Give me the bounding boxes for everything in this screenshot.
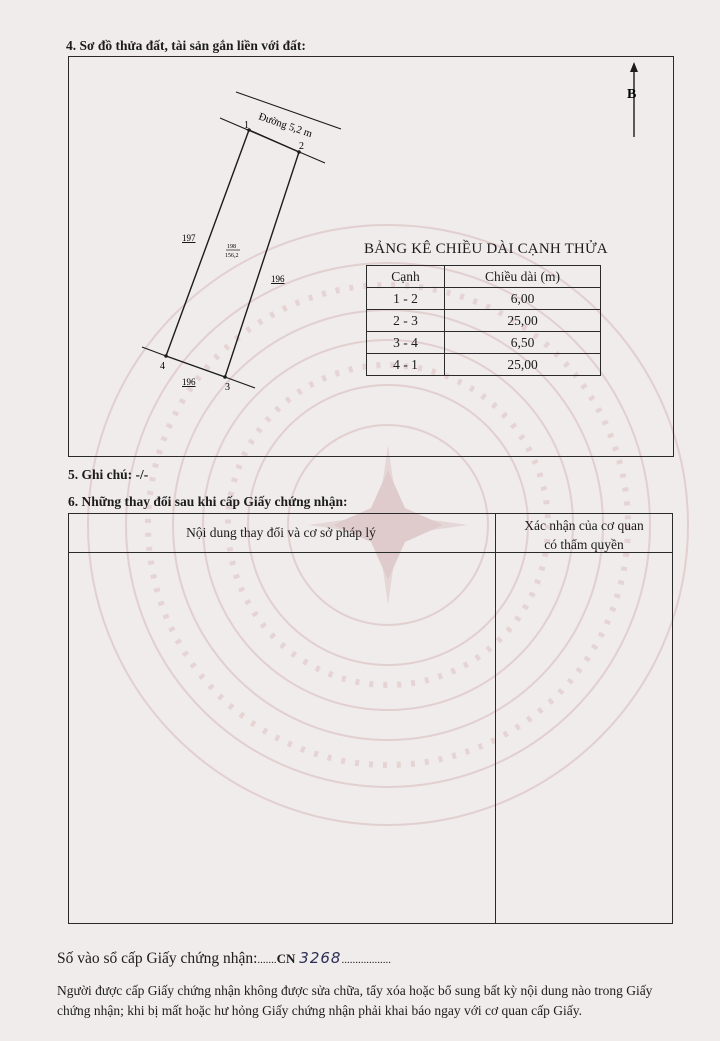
changes-table <box>68 513 673 924</box>
parcel-area: 156,2 <box>225 253 239 259</box>
table-cell-edge: 2 - 3 <box>367 310 445 332</box>
section-4-title: 4. Sơ đồ thửa đất, tài sản gắn liền với đất: <box>66 38 306 53</box>
registry-prefix: CN <box>276 951 296 966</box>
table-header-row <box>367 266 601 288</box>
footer-note: Người được cấp Giấy chứng nhận không được sửa chữa, tẩy xóa hoặc bổ sung bất kỳ nội dung nào trong Giấy chứng nhận; khi bị mất hoặc hư hỏng Giấy chứng nhận phải khai báo ngay với cơ quan cấp Giấy. <box>57 983 653 1018</box>
table-header-edge: Cạnh <box>367 266 445 288</box>
table-cell-edge: 1 - 2 <box>367 288 445 310</box>
edge-length-table <box>366 265 601 376</box>
section-5-title: 5. Ghi chú: -/- <box>68 467 149 482</box>
table-row <box>367 310 601 332</box>
boundary-extension-left <box>142 347 166 356</box>
table-cell-length: 6,50 <box>445 332 601 354</box>
section-6-title: 6. Những thay đổi sau khi cấp Giấy chứng nhận: <box>68 494 348 509</box>
parcel-number: 198 <box>227 244 236 250</box>
table-cell-length: 6,00 <box>445 288 601 310</box>
registry-number-line <box>57 949 391 968</box>
table-row <box>367 354 601 376</box>
edge-table-title: BẢNG KÊ CHIỀU DÀI CẠNH THỬA <box>364 241 608 257</box>
changes-table-divider-vertical <box>495 514 496 923</box>
table-cell-length: 25,00 <box>445 354 601 376</box>
table-header-length: Chiều dài (m) <box>445 266 601 288</box>
registry-dots-after: .................. <box>341 954 391 966</box>
vertex-label-4: 4 <box>160 361 165 372</box>
table-cell-edge: 4 - 1 <box>367 354 445 376</box>
north-label: B <box>627 87 637 102</box>
road-label: Đường 5,2 m <box>257 111 314 141</box>
neighbor-label-right: 196 <box>271 274 285 284</box>
table-cell-edge: 3 - 4 <box>367 332 445 354</box>
changes-col1-header: Nội dung thay đổi và cơ sở pháp lý <box>186 525 376 540</box>
neighbor-label-left: 197 <box>182 233 196 243</box>
table-row <box>367 332 601 354</box>
registry-number-label: Số vào sổ cấp Giấy chứng nhận: <box>57 950 258 967</box>
registry-dots-before: ....... <box>257 954 277 966</box>
table-cell-length: 25,00 <box>445 310 601 332</box>
vertex-label-1: 1 <box>244 120 249 131</box>
table-row <box>367 288 601 310</box>
vertex-label-3: 3 <box>225 382 230 393</box>
vertex-label-2: 2 <box>299 141 304 152</box>
changes-col2-line2: có thẩm quyền <box>544 537 624 552</box>
changes-col2-line1: Xác nhận của cơ quan <box>524 518 644 533</box>
changes-col2-header <box>495 516 673 554</box>
registry-number-handwritten: 3268 <box>299 949 342 967</box>
neighbor-label-bottom: 196 <box>182 377 196 387</box>
